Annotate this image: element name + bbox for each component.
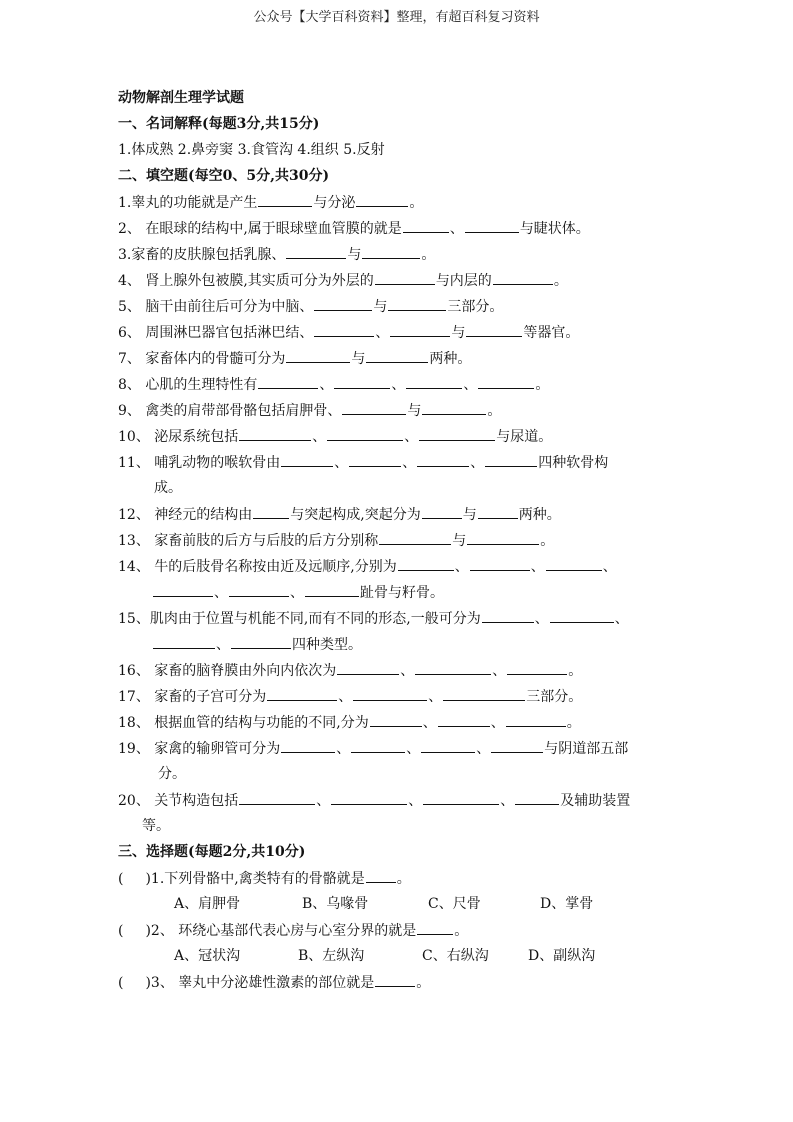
- answer-blank[interactable]: [356, 192, 408, 207]
- answer-blank[interactable]: [305, 582, 359, 597]
- answer-blank[interactable]: [415, 660, 491, 675]
- answer-blank[interactable]: [337, 660, 399, 675]
- answer-blank[interactable]: [366, 348, 428, 363]
- fill-question-7: 7、 家畜体内的骨髓可分为 与 两种。: [118, 348, 471, 369]
- answer-blank[interactable]: [366, 868, 396, 883]
- section1-items: 1.体成熟 2.鼻旁窦 3.食管沟 4.组织 5.反射: [118, 142, 385, 158]
- answer-blank[interactable]: [466, 322, 522, 337]
- answer-blank[interactable]: [423, 790, 499, 805]
- answer-blank[interactable]: [239, 426, 311, 441]
- answer-blank[interactable]: [379, 530, 451, 545]
- answer-blank[interactable]: [342, 400, 406, 415]
- page-header: 公众号【大学百科资料】整理，有超百科复习资料: [253, 10, 540, 25]
- answer-blank[interactable]: [507, 660, 567, 675]
- answer-blank[interactable]: [351, 738, 405, 753]
- answer-blank[interactable]: [482, 608, 534, 623]
- answer-blank[interactable]: [375, 270, 435, 285]
- answer-blank[interactable]: [353, 686, 427, 701]
- fill-question-8: 8、 心肌的生理特性有 、 、 、 。: [118, 374, 549, 395]
- answer-blank[interactable]: [515, 790, 559, 805]
- fill-question-11-cont: 成。: [154, 480, 182, 496]
- fill-question-3: 3.家畜的皮肤腺包括乳腺、 与 。: [118, 244, 435, 265]
- answer-blank[interactable]: [253, 504, 289, 519]
- choice-question-2: ( )2、 环绕心基部代表心房与心室分界的就是 。: [118, 920, 468, 941]
- fill-question-15: 15、肌肉由于位置与机能不同,而有不同的形态,一般可分为 、 、: [118, 608, 629, 629]
- option-a[interactable]: A、冠状沟: [174, 948, 241, 964]
- fill-question-4: 4、 肾上腺外包被膜,其实质可分为外层的 与内层的 。: [118, 270, 568, 291]
- fill-question-9: 9、 禽类的肩带部骨骼包括肩胛骨、 与 。: [118, 400, 501, 421]
- answer-blank[interactable]: [491, 738, 543, 753]
- fill-question-20-cont: 等。: [142, 818, 170, 834]
- answer-blank[interactable]: [465, 218, 519, 233]
- option-b[interactable]: B、左纵沟: [298, 948, 365, 964]
- fill-question-11: 11、 哺乳动物的喉软骨由 、 、 、 四种软骨构: [118, 452, 608, 473]
- answer-blank[interactable]: [478, 504, 518, 519]
- fill-question-15-cont: 、 四种类型。: [152, 634, 362, 655]
- answer-blank[interactable]: [286, 244, 346, 259]
- answer-blank[interactable]: [349, 452, 401, 467]
- fill-question-2: 2、 在眼球的结构中,属于眼球壁血管膜的就是 、 与睫状体。: [118, 218, 590, 239]
- section1-heading: 一、名词解释(每题3分,共15分): [118, 116, 320, 132]
- answer-blank[interactable]: [362, 244, 420, 259]
- fill-question-6: 6、 周围淋巴器官包括淋巴结、 、 与 等器官。: [118, 322, 579, 343]
- answer-blank[interactable]: [375, 972, 415, 987]
- answer-blank[interactable]: [470, 556, 530, 571]
- answer-blank[interactable]: [331, 790, 407, 805]
- answer-blank[interactable]: [314, 322, 374, 337]
- fill-question-19-cont: 分。: [158, 766, 186, 782]
- option-c[interactable]: C、右纵沟: [422, 948, 489, 964]
- answer-blank[interactable]: [314, 296, 372, 311]
- answer-blank[interactable]: [467, 530, 539, 545]
- answer-blank[interactable]: [443, 686, 525, 701]
- answer-blank[interactable]: [231, 634, 291, 649]
- answer-blank[interactable]: [422, 400, 486, 415]
- option-d[interactable]: D、副纵沟: [528, 948, 596, 964]
- fill-question-19: 19、 家禽的输卵管可分为 、 、 、 与阴道部五部: [118, 738, 628, 759]
- answer-blank[interactable]: [438, 712, 490, 727]
- answer-blank[interactable]: [398, 556, 454, 571]
- answer-blank[interactable]: [421, 738, 475, 753]
- answer-blank[interactable]: [153, 634, 215, 649]
- fill-question-17: 17、 家畜的子宫可分为 、 、 三部分。: [118, 686, 582, 707]
- answer-blank[interactable]: [550, 608, 614, 623]
- answer-blank[interactable]: [153, 582, 213, 597]
- fill-question-10: 10、 泌尿系统包括 、 、 与尿道。: [118, 426, 552, 447]
- answer-blank[interactable]: [388, 296, 446, 311]
- answer-blank[interactable]: [229, 582, 289, 597]
- option-c[interactable]: C、尺骨: [428, 896, 481, 912]
- choice-options-2: [174, 946, 595, 966]
- choice-options-1: [174, 894, 593, 914]
- answer-blank[interactable]: [506, 712, 566, 727]
- fill-question-14: 14、 牛的后肢骨名称按由近及远顺序,分别为 、 、 、: [118, 556, 617, 577]
- fill-question-12: 12、 神经元的结构由 与突起构成,突起分为 与 两种。: [118, 504, 561, 525]
- fill-question-14-cont: 、 、 趾骨与籽骨。: [152, 582, 444, 603]
- fill-question-13: 13、 家畜前肢的后方与后肢的后方分别称 与 。: [118, 530, 554, 551]
- answer-blank[interactable]: [239, 790, 315, 805]
- answer-blank[interactable]: [370, 712, 422, 727]
- answer-blank[interactable]: [267, 686, 337, 701]
- answer-blank[interactable]: [258, 192, 312, 207]
- answer-blank[interactable]: [485, 452, 537, 467]
- choice-question-3: ( )3、 睾丸中分泌雄性激素的部位就是 。: [118, 972, 430, 993]
- answer-blank[interactable]: [417, 920, 453, 935]
- section3-heading: 三、选择题(每题2分,共10分): [118, 844, 306, 860]
- answer-blank[interactable]: [493, 270, 553, 285]
- answer-blank[interactable]: [546, 556, 602, 571]
- answer-blank[interactable]: [327, 426, 403, 441]
- answer-blank[interactable]: [390, 322, 450, 337]
- answer-blank[interactable]: [281, 452, 333, 467]
- fill-question-1: 1.睾丸的功能就是产生 与分泌 。: [118, 192, 423, 213]
- answer-blank[interactable]: [258, 374, 318, 389]
- answer-blank[interactable]: [286, 348, 350, 363]
- answer-blank[interactable]: [417, 452, 469, 467]
- answer-blank[interactable]: [334, 374, 390, 389]
- fill-question-18: 18、 根据血管的结构与功能的不同,分为 、 、 。: [118, 712, 581, 733]
- option-a[interactable]: A、肩胛骨: [174, 896, 241, 912]
- fill-question-5: 5、 脑干由前往后可分为中脑、 与 三部分。: [118, 296, 503, 317]
- choice-question-1: ( )1.下列骨骼中,禽类特有的骨骼就是 。: [118, 868, 411, 889]
- fill-question-20: 20、 关节构造包括 、 、 、 及辅助装置: [118, 790, 630, 811]
- section2-heading: 二、填空题(每空0、5分,共30分): [118, 168, 330, 184]
- exam-title: 动物解剖生理学试题: [118, 90, 244, 106]
- answer-blank[interactable]: [422, 504, 462, 519]
- answer-blank[interactable]: [478, 374, 534, 389]
- answer-blank[interactable]: [406, 374, 462, 389]
- option-b[interactable]: B、乌喙骨: [302, 896, 369, 912]
- answer-blank[interactable]: [419, 426, 495, 441]
- option-d[interactable]: D、掌骨: [540, 896, 594, 912]
- answer-blank[interactable]: [281, 738, 335, 753]
- answer-blank[interactable]: [403, 218, 449, 233]
- fill-question-16: 16、 家畜的脑脊膜由外向内依次为 、 、 。: [118, 660, 582, 681]
